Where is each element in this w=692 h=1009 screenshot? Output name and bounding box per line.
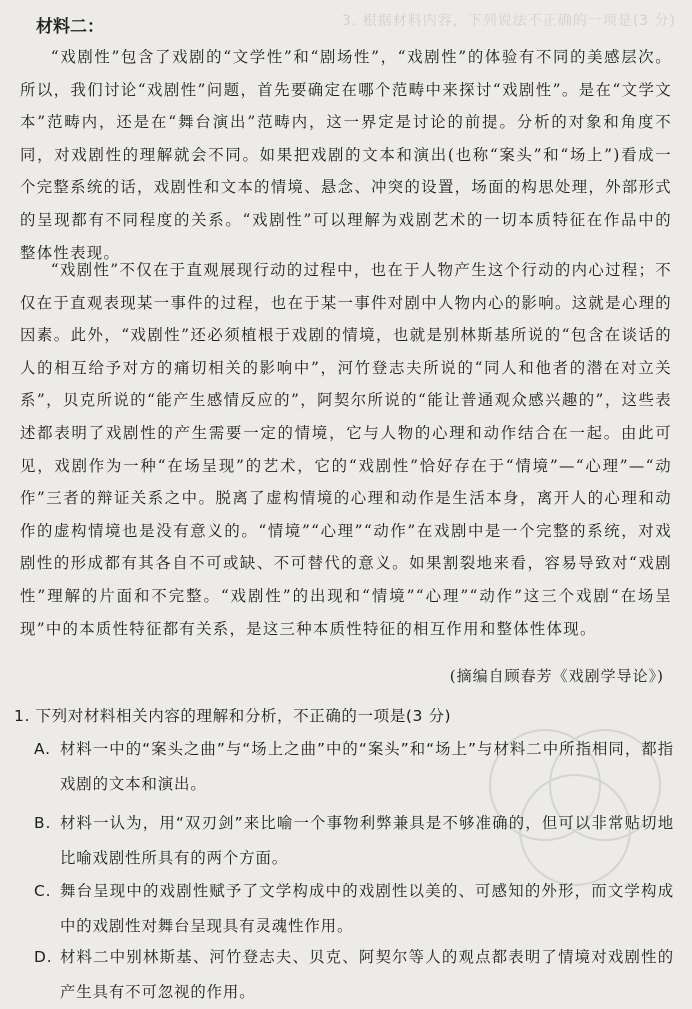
option-d xyxy=(34,940,674,1009)
option-text: 材料一认为，用“双刃剑”来比喻一个事物利弊兼具是不够准确的，但可以非常贴切地比喻戏剧性所具有的两个方面。 xyxy=(60,814,674,867)
option-label: D. xyxy=(34,948,53,966)
option-text: 舞台呈现中的戏剧性赋予了文学构成中的戏剧性以美的、可感知的外形，而文学构成中的戏剧性对舞台呈现具有灵魂性作用。 xyxy=(60,882,674,935)
section-heading: 材料二： xyxy=(36,17,104,37)
option-c xyxy=(34,874,674,943)
question-stem: 1. 下列对材料相关内容的理解和分析，不正确的一项是(3 分) xyxy=(14,707,452,725)
option-label: A. xyxy=(34,740,51,758)
option-text: 材料二中别林斯基、河竹登志夫、贝克、阿契尔等人的观点都表明了情境对戏剧性的产生具有不可忽视的作用。 xyxy=(60,948,674,1001)
option-text: 材料一中的“案头之曲”与“场上之曲”中的“案头”和“场上”与材料二中所指相同，都指戏剧的文本和演出。 xyxy=(60,740,674,793)
bleed-through-text: 3. 根据材料内容，下列说法不正确的一项是(3 分) xyxy=(341,13,676,29)
paragraph-2: “戏剧性”不仅在于直观展现行动的过程中，也在于人物产生这个行动的内心过程；不仅在于直观表现某一事件的过程，也在于某一事件对剧中人物内心的影响。这就是心理的因素。此外，“戏剧性”还必须植根于戏剧的情境，也就是别林斯基所说的“包含在谈话的人的相互给予对方的痛切相关的影响中”，河竹登志夫所说的“同人和他者的潜在对立关系”，贝克所说的“能产生感情反应的”，阿契尔所说的“能让普通观众感兴趣的”，这些表述都表明了戏剧性的产生需要一定的情境，它与人物的心理和动作结合在一起。由此可见，戏剧作为一种“在场呈现”的艺术，它的“戏剧性”恰好存在于“情境”—“心理”—“动作”三者的辩证关系之中。脱离了虚构情境的心理和动作是生活本身，离开人的心理和动作的虚构情境也是没有意义的。“情境”“心理”“动作”在戏剧中是一个完整的系统，对戏剧性的形成都有其各自不可或缺、不可替代的意义。如果割裂地来看，容易导致对“戏剧性”理解的片面和不完整。“戏剧性”的出现和“情境”“心理”“动作”这三个戏剧“在场呈现”中的本质性特征都有关系，是这三种本质性特征的相互作用和整体性体现。 xyxy=(20,261,672,638)
option-a xyxy=(34,732,674,801)
option-label: C. xyxy=(34,882,52,900)
source-citation: (摘编自顾春芳《戏剧学导论》) xyxy=(449,667,664,685)
paragraph-1: “戏剧性”包含了戏剧的“文学性”和“剧场性”，“戏剧性”的体验有不同的美感层次。所以，我们讨论“戏剧性”问题，首先要确定在哪个范畴中来探讨“戏剧性”。是在“文学文本”范畴内，还是在“舞台演出”范畴内，这一界定是讨论的前提。分析的对象和角度不同，对戏剧性的理解就会不同。如果把戏剧的文本和演出(也称“案头”和“场上”)看成一个完整系统的话，戏剧性和文本的情境、悬念、冲突的设置，场面的构思处理，外部形式的呈现都有不同程度的关系。“戏剧性”可以理解为戏剧艺术的一切本质特征在作品中的整体性表现。 xyxy=(20,48,672,262)
option-b xyxy=(34,806,674,875)
option-label: B. xyxy=(34,814,52,832)
